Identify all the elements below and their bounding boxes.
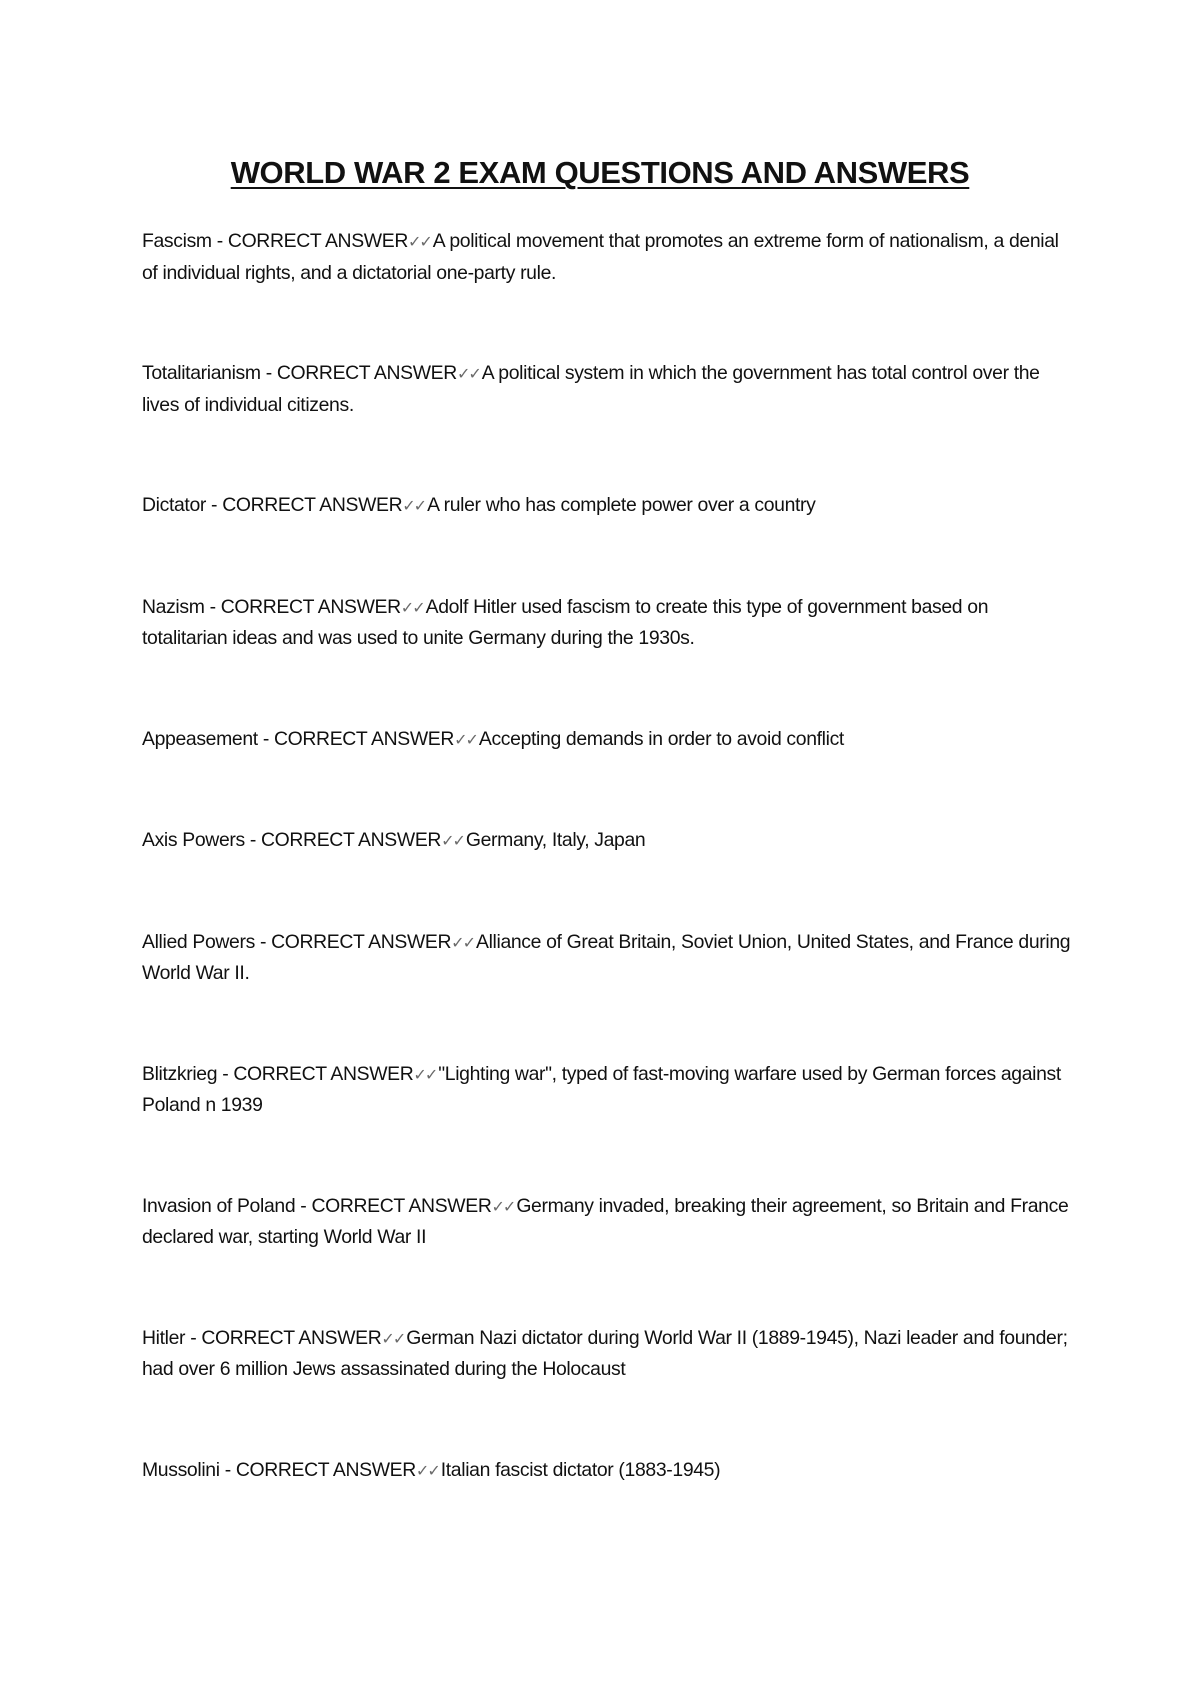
qa-answer-marker: CORRECT ANSWER xyxy=(271,930,452,953)
qa-entry: Blitzkrieg - CORRECT ANSWER✓✓ "Lighting war", typed of fast-moving warfare used by German forces against Poland n 1939 xyxy=(142,1062,1061,1116)
double-check-icon: ✓✓ xyxy=(413,1064,437,1084)
qa-answer: Germany, Italy, Japan xyxy=(465,829,646,851)
qa-entry: Fascism - CORRECT ANSWER✓✓ A political movement that promotes an extreme form of nationalism, a denial of individual rights, and a dictatorial one-party rule. xyxy=(142,230,1059,284)
qa-answer-marker: CORRECT ANSWER xyxy=(222,494,403,516)
qa-entry: Allied Powers - CORRECT ANSWER✓✓ Alliance of Great Britain, Soviet Union, United States, and France during World War II. xyxy=(142,930,1071,984)
qa-entry: Nazism - CORRECT ANSWER✓✓ Adolf Hitler used fascism to create this type of government based on totalitarian ideas and was used to unite Germany during the 1930s. xyxy=(142,595,989,649)
double-check-icon: ✓✓ xyxy=(407,232,431,251)
qa-entry: Dictator - CORRECT ANSWER✓✓ A ruler who has complete power over a country xyxy=(142,494,816,516)
double-check-icon: ✓✓ xyxy=(381,1328,405,1348)
qa-answer-marker: CORRECT ANSWER xyxy=(274,727,455,750)
qa-answer: A political system in which the government has total control over the lives of individual citizens. xyxy=(142,362,1040,416)
double-check-icon: ✓✓ xyxy=(456,364,480,383)
qa-entry: Totalitarianism - CORRECT ANSWER✓✓ A political system in which the government has total control over the lives of individual citizens. xyxy=(142,362,1040,416)
double-check-icon: ✓✓ xyxy=(415,1460,439,1480)
qa-answer: Accepting demands in order to avoid conflict xyxy=(478,727,844,750)
qa-answer: Adolf Hitler used fascism to create this type of government based on totalitarian ideas and was used to unite Germany during the 1930s. xyxy=(142,595,989,649)
qa-answer-marker: CORRECT ANSWER xyxy=(276,362,457,384)
qa-answer: A ruler who has complete power over a country xyxy=(427,494,816,516)
qa-answer-marker: CORRECT ANSWER xyxy=(233,1062,414,1085)
qa-term: Appeasement xyxy=(142,727,258,750)
qa-entry: Axis Powers - CORRECT ANSWER✓✓ Germany, Italy, Japan xyxy=(142,829,646,851)
qa-entry: Mussolini - CORRECT ANSWER✓✓ Italian fascist dictator (1883-1945) xyxy=(142,1458,721,1481)
double-check-icon: ✓✓ xyxy=(402,496,426,515)
qa-term: Dictator xyxy=(142,494,207,516)
qa-answer-marker: CORRECT ANSWER xyxy=(235,1458,416,1481)
qa-answer: Germany invaded, breaking their agreement, so Britain and France declared war, starting World War II xyxy=(142,1194,1069,1248)
qa-answer-marker: CORRECT ANSWER xyxy=(220,595,401,618)
qa-term: Mussolini xyxy=(142,1458,220,1481)
qa-term: Blitzkrieg xyxy=(142,1062,218,1085)
qa-answer-marker: CORRECT ANSWER xyxy=(311,1194,492,1217)
double-check-icon: ✓✓ xyxy=(491,1196,515,1216)
qa-answer: Alliance of Great Britain, Soviet Union, United States, and France during World War II. xyxy=(142,930,1071,984)
qa-entry: Appeasement - CORRECT ANSWER✓✓ Accepting demands in order to avoid conflict xyxy=(142,727,844,750)
double-check-icon: ✓✓ xyxy=(451,932,474,952)
double-check-icon: ✓✓ xyxy=(441,831,464,850)
qa-answer-marker: CORRECT ANSWER xyxy=(261,829,442,851)
qa-answer-marker: CORRECT ANSWER xyxy=(227,230,408,252)
double-check-icon: ✓✓ xyxy=(454,729,477,749)
qa-answer: A political movement that promotes an extreme form of nationalism, a denial of individual rights, and a dictatorial one-party rule. xyxy=(142,230,1059,284)
qa-entry: Hitler - CORRECT ANSWER✓✓ German Nazi dictator during World War II (1889-1945), Nazi leader and founder; had over 6 million Jews assassinated during the Holocaust xyxy=(142,1326,1068,1380)
qa-term: Hitler xyxy=(142,1326,186,1349)
qa-answer: Italian fascist dictator (1883-1945) xyxy=(440,1458,721,1481)
qa-entry: Invasion of Poland - CORRECT ANSWER✓✓ Germany invaded, breaking their agreement, so Britain and France declared war, starting World War II xyxy=(142,1194,1069,1248)
qa-term: Axis Powers xyxy=(142,829,245,851)
qa-term: Fascism xyxy=(142,230,212,252)
qa-term: Allied Powers xyxy=(142,930,255,953)
qa-answer-marker: CORRECT ANSWER xyxy=(201,1326,382,1349)
qa-answer: "Lighting war", typed of fast-moving warfare used by German forces against Poland n 1939 xyxy=(142,1062,1061,1116)
double-check-icon: ✓✓ xyxy=(400,597,424,617)
qa-term: Totalitarianism xyxy=(142,362,261,384)
qa-list xyxy=(142,226,1072,1556)
qa-term: Invasion of Poland xyxy=(142,1194,296,1217)
page-title: WORLD WAR 2 EXAM QUESTIONS AND ANSWERS xyxy=(230,155,970,190)
qa-answer: German Nazi dictator during World War II (1889-1945), Nazi leader and founder; had over 6 million Jews assassinated during the Holocaust xyxy=(142,1326,1068,1380)
qa-term: Nazism xyxy=(142,595,205,618)
